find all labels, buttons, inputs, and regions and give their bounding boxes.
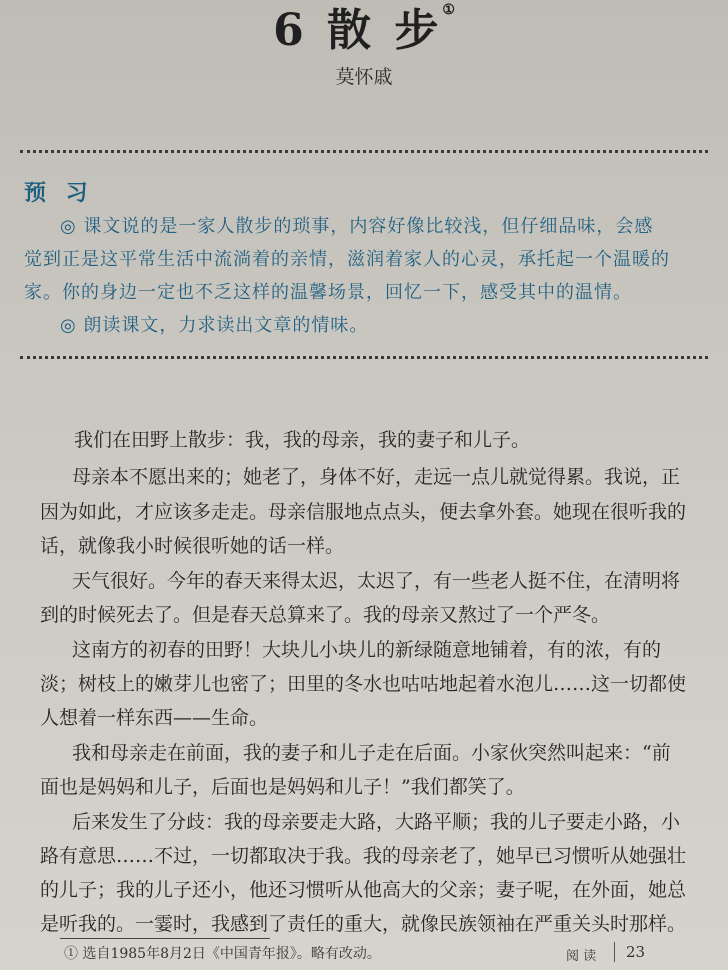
body-line: 是听我的。一霎时，我感到了责任的重大，就像民族领袖在严重关头时那样。 xyxy=(40,913,687,935)
lesson-title-text: 6 散 步 xyxy=(273,5,443,56)
preview-line: 家。你的身边一定也不乏这样的温馨场景，回忆一下，感受其中的温情。 xyxy=(24,282,632,303)
body-line: 淡；树枝上的嫩芽儿也密了；田里的冬水也咕咕地起着水泡儿……这一切都使 xyxy=(40,673,687,695)
body-line: 我们在田野上散步：我，我的母亲，我的妻子和儿子。 xyxy=(74,429,531,451)
preview-top-divider xyxy=(20,150,708,153)
body-line: 到的时候死去了。但是春天总算来了。我的母亲又熬过了一个严冬。 xyxy=(40,604,611,626)
footnote-rule xyxy=(60,938,270,939)
preview-line: ◎ 课文说的是一家人散步的琐事，内容好像比较浅，但仔细品味，会感 xyxy=(60,216,654,237)
body-line: 母亲本不愿出来的；她老了，身体不好，走远一点儿就觉得累。我说，正 xyxy=(72,466,681,488)
preview-bottom-divider xyxy=(20,356,708,359)
section-label: 阅 读 xyxy=(566,949,597,964)
page-number: 23 xyxy=(626,943,646,961)
body-line: 天气很好。今年的春天来得太迟，太迟了，有一些老人挺不住，在清明将 xyxy=(72,570,681,592)
body-line: 因为如此，才应该多走走。母亲信服地点点头，便去拿外套。她现在很听我的 xyxy=(40,501,687,523)
lesson-title xyxy=(0,0,728,58)
preview-line: 觉到正是这平常生活中流淌着的亲情，滋润着家人的心灵，承托起一个温暖的 xyxy=(24,249,670,270)
body-line: 路有意思……不过，一切都取决于我。我的母亲老了，她早已习惯听从她强壮 xyxy=(40,845,687,867)
body-line: 的儿子；我的儿子还小，他还习惯听从他高大的父亲；妻子呢，在外面，她总 xyxy=(40,879,687,901)
footer-divider xyxy=(614,942,615,962)
title-footnote-marker: ① xyxy=(442,2,455,18)
body-line: 后来发生了分歧：我的母亲要走大路，大路平顺；我的儿子要走小路，小 xyxy=(72,811,681,833)
body-line: 我和母亲走在前面，我的妻子和儿子走在后面。小家伙突然叫起来：“前 xyxy=(72,742,671,764)
body-line: 面也是妈妈和儿子，后面也是妈妈和儿子！”我们都笑了。 xyxy=(40,776,525,798)
body-line: 这南方的初春的田野！大块儿小块儿的新绿随意地铺着，有的浓，有的 xyxy=(72,639,662,661)
body-line: 话，就像我小时候很听她的话一样。 xyxy=(40,535,345,557)
footnote-source: ① 选自1985年8月2日《中国青年报》。略有改动。 xyxy=(64,946,381,962)
body-line: 人想着一样东西——生命。 xyxy=(40,707,269,729)
author-name: 莫怀戚 xyxy=(335,66,393,88)
preview-heading: 预 习 xyxy=(24,180,94,206)
preview-line: ◎ 朗读课文，力求读出文章的情味。 xyxy=(60,315,369,336)
